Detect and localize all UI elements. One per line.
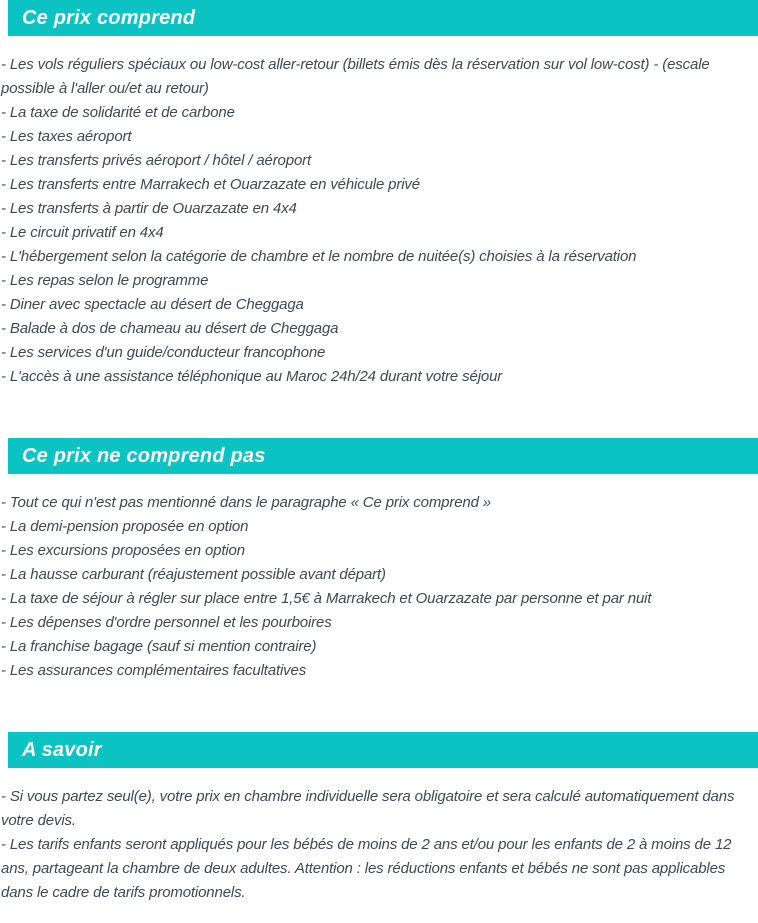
section-body: [0, 474, 758, 683]
price-section: [0, 438, 758, 683]
section-title: Ce prix comprend: [22, 6, 196, 29]
section-header-bar: [8, 0, 758, 36]
list-item: - La taxe de solidarité et de carbone: [1, 104, 235, 121]
list-item: - Les tarifs enfants seront appliqués pour les bébés de moins de 2 ans et/ou pour les enfants de 2 à moins de 12 ans, partageant la chambre de deux adultes. Attention : les réductions enfants et bébés ne sont pas applicables dans le cadre de tarifs promotionnels.: [1, 836, 732, 901]
list-item: - Diner avec spectacle au désert de Cheggaga: [1, 296, 304, 313]
list-item: - Si vous partez seul(e), votre prix en chambre individuelle sera obligatoire et sera calculé automatiquement dans votre devis.: [1, 788, 735, 829]
list-item: - La franchise bagage (sauf si mention contraire): [1, 638, 317, 655]
list-item: - Les dépenses d'ordre personnel et les pourboires: [1, 614, 332, 631]
list-item: - L'hébergement selon la catégorie de chambre et le nombre de nuitée(s) choisies à la réservation: [1, 248, 637, 265]
section-header-bar: [8, 438, 758, 474]
section-header-bar: [8, 732, 758, 768]
price-section: [0, 0, 758, 389]
list-item: - La taxe de séjour à régler sur place entre 1,5€ à Marrakech et Ouarzazate par personne et par nuit: [1, 590, 652, 607]
list-item: - Les transferts privés aéroport / hôtel / aéroport: [1, 152, 312, 169]
list-item: - Les assurances complémentaires facultatives: [1, 662, 307, 679]
list-item: - Les services d'un guide/conducteur francophone: [1, 344, 326, 361]
list-item: - L'accès à une assistance téléphonique au Maroc 24h/24 durant votre séjour: [1, 368, 503, 385]
list-item: - La hausse carburant (réajustement possible avant départ): [1, 566, 386, 583]
section-body: [0, 768, 758, 905]
section-title: A savoir: [22, 738, 102, 761]
list-item: - Les repas selon le programme: [1, 272, 209, 289]
section-title: Ce prix ne comprend pas: [22, 444, 266, 467]
list-item: - Les vols réguliers spéciaux ou low-cost aller-retour (billets émis dès la réservation sur vol low-cost) - (escale possible à l'aller ou/et au retour): [1, 56, 710, 97]
list-item: - Les transferts à partir de Ouarzazate en 4x4: [1, 200, 297, 217]
list-item: - Le circuit privatif en 4x4: [1, 224, 164, 241]
list-item: - Tout ce qui n'est pas mentionné dans le paragraphe « Ce prix comprend »: [1, 494, 491, 511]
section-body: [0, 36, 758, 389]
list-item: - Les taxes aéroport: [1, 128, 132, 145]
list-item: - Les excursions proposées en option: [1, 542, 245, 559]
price-section: [0, 732, 758, 905]
list-item: - Les transferts entre Marrakech et Ouarzazate en véhicule privé: [1, 176, 420, 193]
list-item: - Balade à dos de chameau au désert de Cheggaga: [1, 320, 339, 337]
list-item: - La demi-pension proposée en option: [1, 518, 249, 535]
